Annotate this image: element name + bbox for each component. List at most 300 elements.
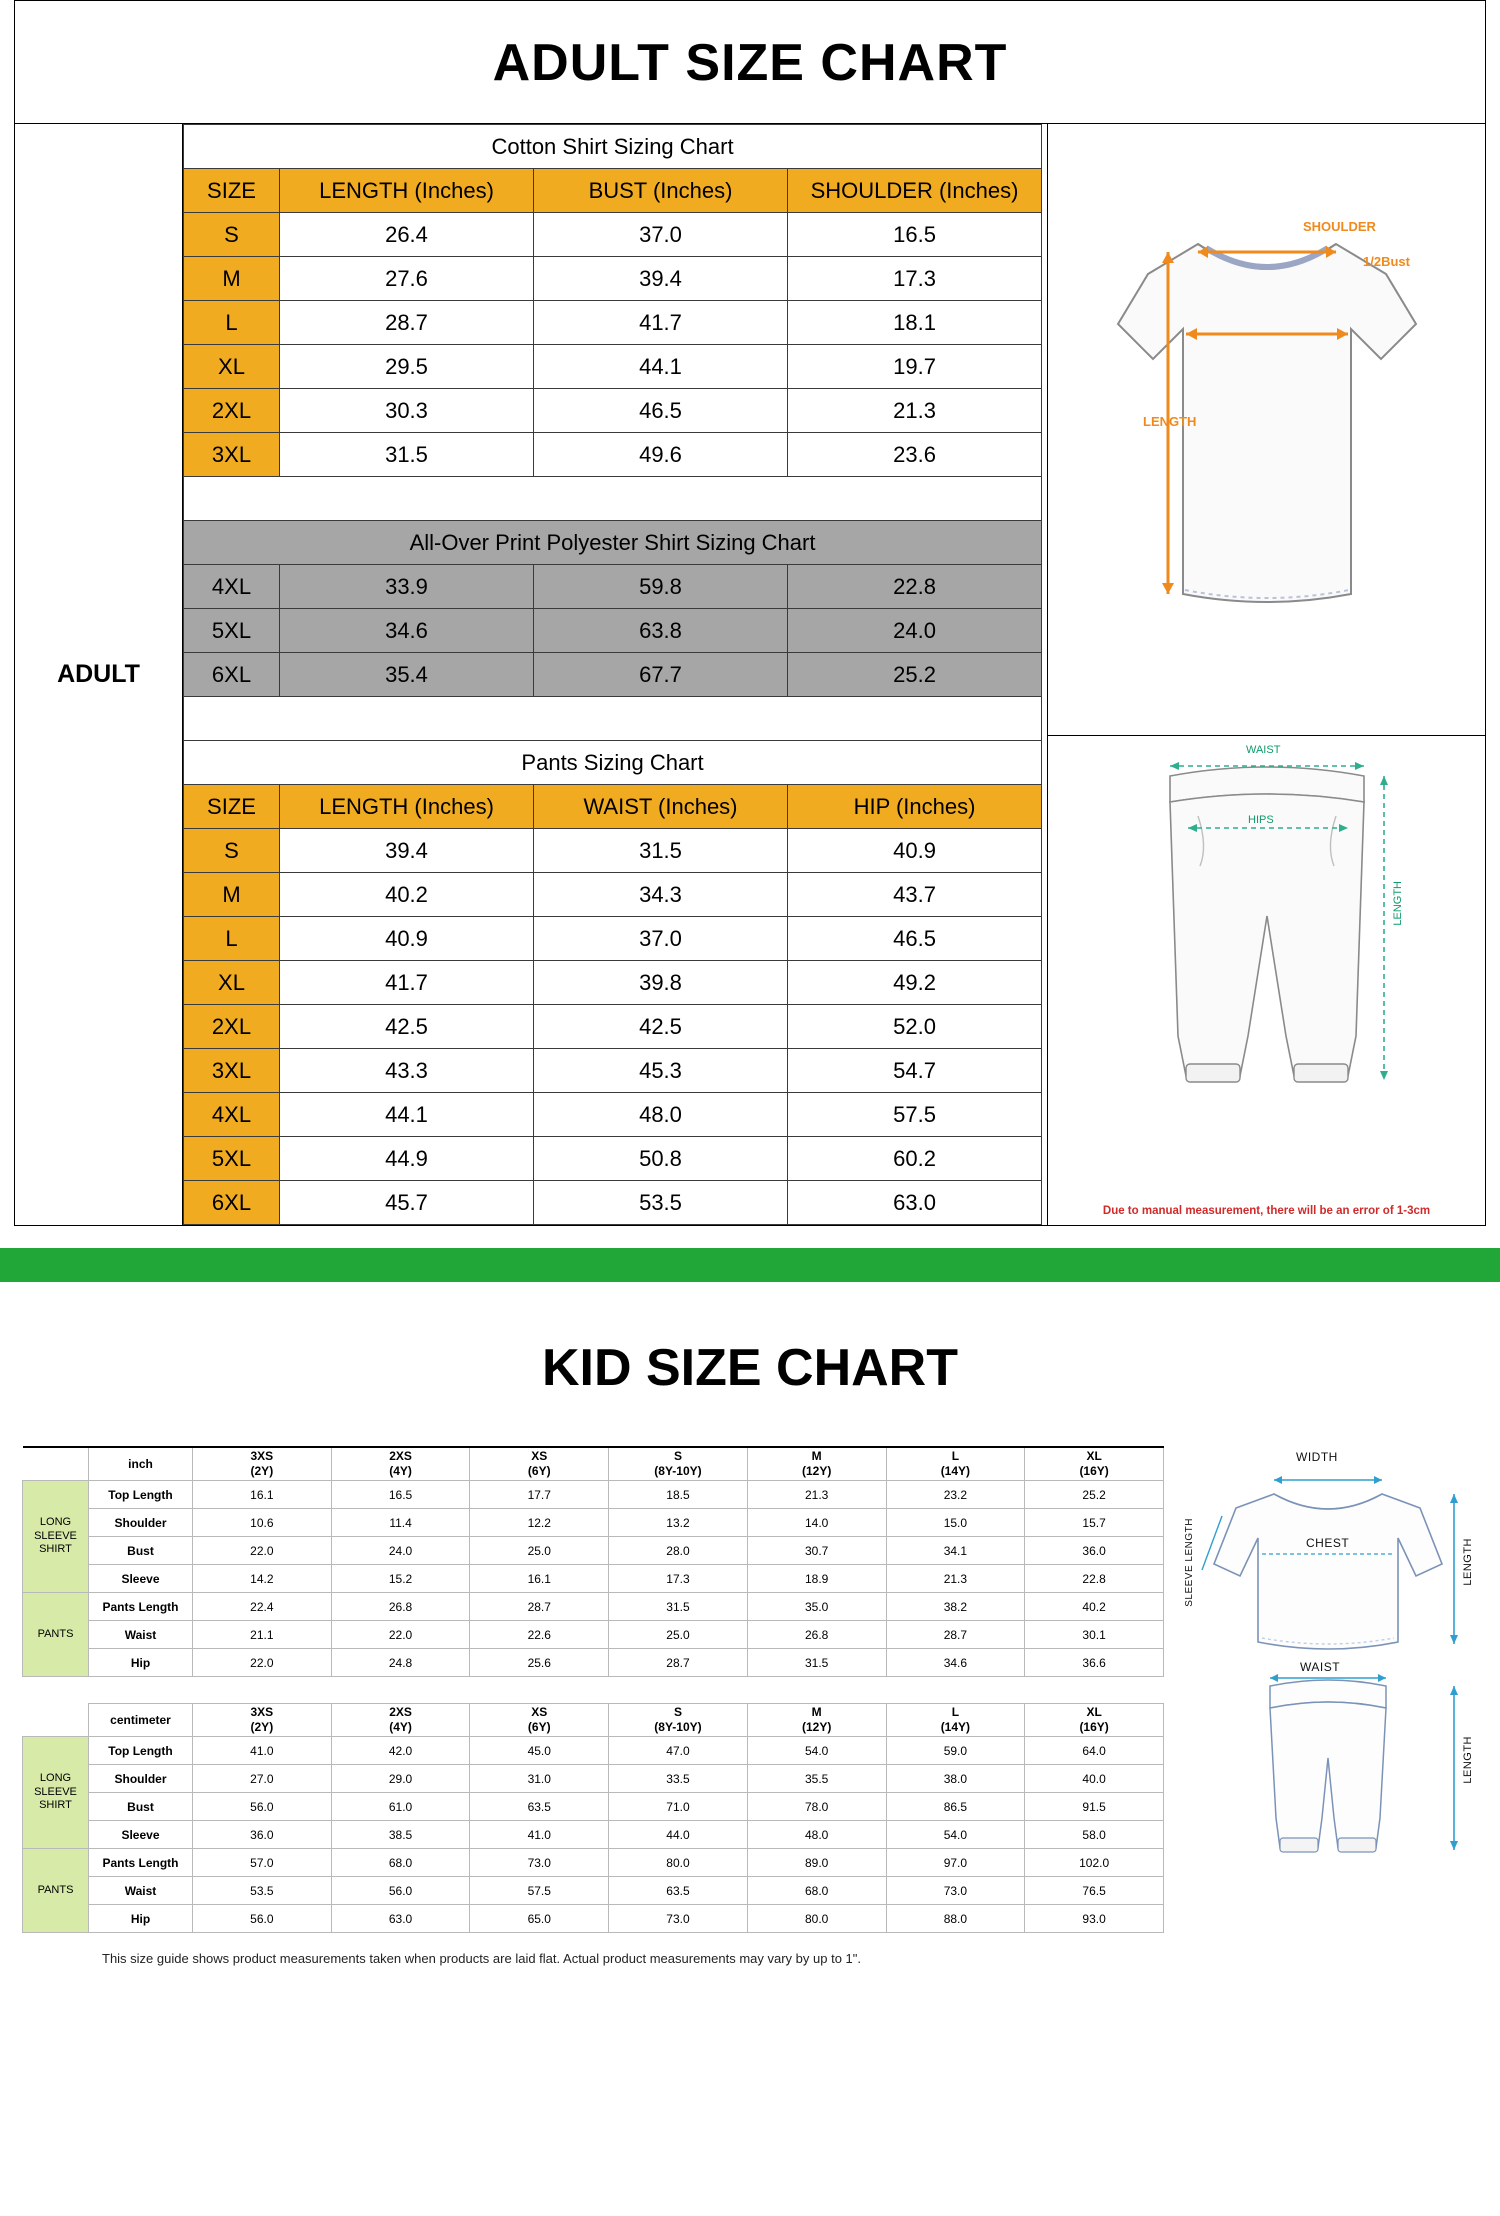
table-row <box>23 1877 1164 1905</box>
cell-size: 5XL <box>184 1137 280 1181</box>
age-label: (14Y) <box>940 1720 971 1734</box>
cell-value: 24.8 <box>331 1649 470 1677</box>
table-row <box>184 345 1042 389</box>
cell-value: 18.5 <box>609 1481 748 1509</box>
cell-value: 18.9 <box>747 1565 886 1593</box>
polyester-table-title: All-Over Print Polyester Shirt Sizing Chart <box>184 521 1042 565</box>
cell-length: 29.5 <box>280 345 534 389</box>
table-row <box>184 1005 1042 1049</box>
kid-tables <box>22 1446 1164 1990</box>
age-label: (12Y) <box>801 1720 832 1734</box>
age-label: (2Y) <box>250 1464 274 1478</box>
cell-shoulder: 16.5 <box>788 213 1042 257</box>
cell-value: 22.0 <box>331 1621 470 1649</box>
cell-size: M <box>184 873 280 917</box>
kid-body <box>0 1446 1500 1990</box>
pants-illustration <box>1048 736 1485 1225</box>
cell-waist: 34.3 <box>534 873 788 917</box>
size-label: L <box>951 1705 960 1719</box>
row-header: Top Length <box>89 1481 193 1509</box>
cell-hip: 46.5 <box>788 917 1042 961</box>
cell-length: 40.9 <box>280 917 534 961</box>
kid-table-gap <box>22 1677 1164 1703</box>
adult-body <box>15 124 1485 1225</box>
cell-value: 63.5 <box>470 1793 609 1821</box>
cell-bust: 59.8 <box>534 565 788 609</box>
label-chest: CHEST <box>1306 1536 1350 1550</box>
row-header: Hip <box>89 1905 193 1933</box>
cell-size: 2XL <box>184 389 280 433</box>
cell-value: 16.1 <box>470 1565 609 1593</box>
kid-note: This size guide shows product measurements taken when products are laid flat. Actual product measurements may vary by up to 1". <box>102 1951 861 1966</box>
cell-value: 89.0 <box>747 1849 886 1877</box>
cell-value: 30.1 <box>1025 1621 1164 1649</box>
cell-length: 39.4 <box>280 829 534 873</box>
table-row <box>184 1049 1042 1093</box>
cell-waist: 48.0 <box>534 1093 788 1137</box>
cell-value: 26.8 <box>747 1621 886 1649</box>
cell-size: XL <box>184 961 280 1005</box>
cell-value: 57.5 <box>470 1877 609 1905</box>
cell-size: 3XL <box>184 433 280 477</box>
table-row <box>23 1704 1164 1737</box>
cell-value: 48.0 <box>747 1821 886 1849</box>
table-row <box>23 1621 1164 1649</box>
kid-illustration <box>1178 1446 1478 1990</box>
cell-value: 88.0 <box>886 1905 1025 1933</box>
cell-shoulder: 19.7 <box>788 345 1042 389</box>
cell-hip: 60.2 <box>788 1137 1042 1181</box>
cell-value: 63.0 <box>331 1905 470 1933</box>
label-sleeve-length: SLEEVE LENGTH <box>1184 1518 1195 1607</box>
col-header-hip: HIP (Inches) <box>788 785 1042 829</box>
cell-bust: 41.7 <box>534 301 788 345</box>
cell-value: 42.0 <box>331 1737 470 1765</box>
green-divider <box>0 1248 1500 1282</box>
label-pants-length: LENGTH <box>1462 1736 1474 1784</box>
cell-length: 41.7 <box>280 961 534 1005</box>
cell-value: 10.6 <box>193 1509 332 1537</box>
cell-length: 44.1 <box>280 1093 534 1137</box>
cell-value: 25.0 <box>470 1537 609 1565</box>
cell-value: 61.0 <box>331 1793 470 1821</box>
table-row <box>23 1447 1164 1481</box>
cell-bust: 37.0 <box>534 213 788 257</box>
cell-shoulder: 23.6 <box>788 433 1042 477</box>
cell-value: 59.0 <box>886 1737 1025 1765</box>
unit-cell-inch: inch <box>89 1447 193 1481</box>
cell-value: 14.0 <box>747 1509 886 1537</box>
cell-value: 53.5 <box>193 1877 332 1905</box>
row-header: Bust <box>89 1537 193 1565</box>
cell-size: 4XL <box>184 565 280 609</box>
label-kid-waist: WAIST <box>1300 1660 1341 1674</box>
cell-hip: 63.0 <box>788 1181 1042 1225</box>
cell-value: 102.0 <box>1025 1849 1164 1877</box>
cell-size: XL <box>184 345 280 389</box>
cell-length: 40.2 <box>280 873 534 917</box>
table-row <box>23 1481 1164 1509</box>
col-header-length: LENGTH (Inches) <box>280 785 534 829</box>
cell-length: 43.3 <box>280 1049 534 1093</box>
cell-value: 41.0 <box>470 1821 609 1849</box>
cell-value: 23.2 <box>886 1481 1025 1509</box>
cell-value: 11.4 <box>331 1509 470 1537</box>
row-header: Pants Length <box>89 1593 193 1621</box>
row-header: Sleeve <box>89 1821 193 1849</box>
cell-size: 4XL <box>184 1093 280 1137</box>
age-label: (4Y) <box>389 1720 412 1734</box>
cell-length: 42.5 <box>280 1005 534 1049</box>
cell-waist: 45.3 <box>534 1049 788 1093</box>
table-row <box>184 125 1042 169</box>
cell-value: 22.6 <box>470 1621 609 1649</box>
label-waist: WAIST <box>1246 744 1281 756</box>
tshirt-illustration <box>1048 124 1485 736</box>
col-header-length: LENGTH (Inches) <box>280 169 534 213</box>
cell-size: M <box>184 257 280 301</box>
cell-value: 21.1 <box>193 1621 332 1649</box>
cell-value: 86.5 <box>886 1793 1025 1821</box>
label-pants-length: LENGTH <box>1392 881 1404 926</box>
cell-value: 71.0 <box>609 1793 748 1821</box>
cell-shoulder: 25.2 <box>788 653 1042 697</box>
label-length: LENGTH <box>1143 414 1197 429</box>
table-row <box>184 653 1042 697</box>
cell-value: 28.7 <box>886 1621 1025 1649</box>
table-row <box>184 169 1042 213</box>
age-label: (12Y) <box>801 1464 832 1478</box>
table-row <box>23 1765 1164 1793</box>
size-label: XL <box>1086 1705 1102 1719</box>
label-width: WIDTH <box>1296 1450 1338 1464</box>
age-label: (8Y-10Y) <box>654 1720 702 1734</box>
table-row <box>23 1737 1164 1765</box>
cell-value: 35.0 <box>747 1593 886 1621</box>
cell-waist: 42.5 <box>534 1005 788 1049</box>
cell-length: 30.3 <box>280 389 534 433</box>
table-row <box>184 917 1042 961</box>
cell-value: 21.3 <box>747 1481 886 1509</box>
table-row <box>184 609 1042 653</box>
cotton-and-polyester-table <box>183 124 1042 1225</box>
cell-value: 24.0 <box>331 1537 470 1565</box>
table-row <box>184 1181 1042 1225</box>
cell-value: 54.0 <box>747 1737 886 1765</box>
cell-value: 28.7 <box>470 1593 609 1621</box>
table-row <box>184 433 1042 477</box>
cell-value: 25.0 <box>609 1621 748 1649</box>
kid-cm-table <box>22 1703 1164 1933</box>
row-header: Top Length <box>89 1737 193 1765</box>
row-header: Pants Length <box>89 1849 193 1877</box>
cell-value: 34.1 <box>886 1537 1025 1565</box>
cell-value: 57.0 <box>193 1849 332 1877</box>
unit-cell-cm: centimeter <box>89 1704 193 1737</box>
table-spacer-row <box>184 477 1042 521</box>
table-row <box>184 785 1042 829</box>
cell-size: 6XL <box>184 1181 280 1225</box>
age-label: (14Y) <box>940 1464 971 1478</box>
cell-waist: 39.8 <box>534 961 788 1005</box>
cell-value: 54.0 <box>886 1821 1025 1849</box>
cell-value: 80.0 <box>747 1905 886 1933</box>
cell-value: 56.0 <box>193 1905 332 1933</box>
table-row <box>184 565 1042 609</box>
col-header-xl <box>1025 1704 1164 1737</box>
cell-bust: 63.8 <box>534 609 788 653</box>
cell-length: 35.4 <box>280 653 534 697</box>
group-label-shirt: LONG SLEEVE SHIRT <box>23 1481 89 1593</box>
cell-size: 5XL <box>184 609 280 653</box>
age-label: (16Y) <box>1079 1464 1109 1478</box>
size-label: 2XS <box>389 1705 412 1719</box>
row-header: Waist <box>89 1621 193 1649</box>
size-label: L <box>951 1449 960 1463</box>
table-row <box>23 1821 1164 1849</box>
cell-shoulder: 24.0 <box>788 609 1042 653</box>
cell-value: 36.6 <box>1025 1649 1164 1677</box>
cell-value: 73.0 <box>609 1905 748 1933</box>
table-row <box>23 1905 1164 1933</box>
cell-value: 15.2 <box>331 1565 470 1593</box>
row-header: Shoulder <box>89 1765 193 1793</box>
cell-length: 26.4 <box>280 213 534 257</box>
cell-value: 28.0 <box>609 1537 748 1565</box>
cell-value: 30.7 <box>747 1537 886 1565</box>
cell-value: 44.0 <box>609 1821 748 1849</box>
col-header-m <box>747 1447 886 1481</box>
col-header-bust: BUST (Inches) <box>534 169 788 213</box>
cell-length: 44.9 <box>280 1137 534 1181</box>
col-header-xs <box>470 1704 609 1737</box>
cell-value: 13.2 <box>609 1509 748 1537</box>
table-row <box>184 1093 1042 1137</box>
age-label: (16Y) <box>1079 1720 1109 1734</box>
cotton-table-title: Cotton Shirt Sizing Chart <box>184 125 1042 169</box>
cell-hip: 49.2 <box>788 961 1042 1005</box>
col-header-m <box>747 1704 886 1737</box>
cell-value: 31.0 <box>470 1765 609 1793</box>
age-label: (6Y) <box>527 1720 551 1734</box>
col-header-size: SIZE <box>184 169 280 213</box>
size-label: 3XS <box>250 1449 274 1463</box>
cell-bust: 39.4 <box>534 257 788 301</box>
cell-value: 22.4 <box>193 1593 332 1621</box>
cell-size: S <box>184 829 280 873</box>
table-row <box>184 389 1042 433</box>
col-header-shoulder: SHOULDER (Inches) <box>788 169 1042 213</box>
table-row <box>23 1649 1164 1677</box>
cell-value: 58.0 <box>1025 1821 1164 1849</box>
cell-value: 31.5 <box>609 1593 748 1621</box>
cell-hip: 52.0 <box>788 1005 1042 1049</box>
pants-table-title: Pants Sizing Chart <box>184 741 1042 785</box>
cell-shoulder: 22.8 <box>788 565 1042 609</box>
cell-bust: 67.7 <box>534 653 788 697</box>
cell-value: 47.0 <box>609 1737 748 1765</box>
adult-illustrations <box>1047 124 1485 1225</box>
col-header-l <box>886 1704 1025 1737</box>
col-header-xs <box>470 1447 609 1481</box>
group-label-shirt: LONG SLEEVE SHIRT <box>23 1737 89 1849</box>
kid-section <box>0 1282 1500 1990</box>
age-label: (8Y-10Y) <box>654 1464 702 1478</box>
cell-length: 28.7 <box>280 301 534 345</box>
cell-value: 12.2 <box>470 1509 609 1537</box>
table-row <box>23 1537 1164 1565</box>
row-header: Waist <box>89 1877 193 1905</box>
row-header: Sleeve <box>89 1565 193 1593</box>
col-header-s <box>609 1447 748 1481</box>
adult-title: ADULT SIZE CHART <box>15 1 1485 124</box>
size-label: XL <box>1086 1449 1102 1463</box>
age-label: (6Y) <box>527 1464 551 1478</box>
cell-value: 14.2 <box>193 1565 332 1593</box>
row-header: Shoulder <box>89 1509 193 1537</box>
cell-length: 45.7 <box>280 1181 534 1225</box>
table-row <box>184 213 1042 257</box>
group-label-pants: PANTS <box>23 1593 89 1677</box>
cell-bust: 46.5 <box>534 389 788 433</box>
cell-length: 33.9 <box>280 565 534 609</box>
col-header-3xs <box>193 1704 332 1737</box>
cell-value: 22.0 <box>193 1649 332 1677</box>
cell-hip: 43.7 <box>788 873 1042 917</box>
cell-value: 73.0 <box>470 1849 609 1877</box>
cell-value: 26.8 <box>331 1593 470 1621</box>
cell-value: 15.7 <box>1025 1509 1164 1537</box>
cell-value: 65.0 <box>470 1905 609 1933</box>
size-label: 3XS <box>250 1705 274 1719</box>
cell-value: 34.6 <box>886 1649 1025 1677</box>
size-label: M <box>811 1705 822 1719</box>
cell-value: 38.2 <box>886 1593 1025 1621</box>
col-header-xl <box>1025 1447 1164 1481</box>
cell-size: 2XL <box>184 1005 280 1049</box>
cell-hip: 57.5 <box>788 1093 1042 1137</box>
cell-size: 6XL <box>184 653 280 697</box>
cell-value: 25.2 <box>1025 1481 1164 1509</box>
kid-inch-table <box>22 1446 1164 1677</box>
col-header-size: SIZE <box>184 785 280 829</box>
group-label-pants: PANTS <box>23 1849 89 1933</box>
col-header-3xs <box>193 1447 332 1481</box>
cell-value: 56.0 <box>331 1877 470 1905</box>
cell-waist: 50.8 <box>534 1137 788 1181</box>
cell-value: 25.6 <box>470 1649 609 1677</box>
table-row <box>184 829 1042 873</box>
table-row <box>184 257 1042 301</box>
cell-value: 22.8 <box>1025 1565 1164 1593</box>
label-bust: 1/2Bust <box>1363 254 1410 269</box>
cell-value: 68.0 <box>331 1849 470 1877</box>
cell-size: S <box>184 213 280 257</box>
cell-size: L <box>184 917 280 961</box>
age-label: (4Y) <box>389 1464 412 1478</box>
cell-shoulder: 18.1 <box>788 301 1042 345</box>
cell-size: 3XL <box>184 1049 280 1093</box>
cell-waist: 53.5 <box>534 1181 788 1225</box>
adult-section <box>14 0 1486 1226</box>
col-header-waist: WAIST (Inches) <box>534 785 788 829</box>
label-hips: HIPS <box>1248 814 1274 826</box>
table-row <box>184 961 1042 1005</box>
col-header-2xs <box>331 1447 470 1481</box>
table-spacer-row <box>184 697 1042 741</box>
table-row <box>184 741 1042 785</box>
cell-value: 16.1 <box>193 1481 332 1509</box>
adult-side-label: ADULT <box>15 124 183 1225</box>
cell-value: 38.0 <box>886 1765 1025 1793</box>
cell-value: 73.0 <box>886 1877 1025 1905</box>
cell-value: 76.5 <box>1025 1877 1164 1905</box>
cell-value: 63.5 <box>609 1877 748 1905</box>
cell-value: 41.0 <box>193 1737 332 1765</box>
cell-value: 17.3 <box>609 1565 748 1593</box>
table-row <box>23 1593 1164 1621</box>
cell-value: 93.0 <box>1025 1905 1164 1933</box>
cell-hip: 54.7 <box>788 1049 1042 1093</box>
cell-value: 78.0 <box>747 1793 886 1821</box>
table-row <box>23 1509 1164 1537</box>
col-header-2xs <box>331 1704 470 1737</box>
cell-bust: 49.6 <box>534 433 788 477</box>
cell-value: 36.0 <box>193 1821 332 1849</box>
row-header: Bust <box>89 1793 193 1821</box>
label-top-length: LENGTH <box>1462 1538 1474 1586</box>
cell-value: 15.0 <box>886 1509 1025 1537</box>
cell-waist: 31.5 <box>534 829 788 873</box>
table-row <box>184 521 1042 565</box>
row-header: Hip <box>89 1649 193 1677</box>
size-label: XS <box>531 1705 548 1719</box>
measurement-warning: Due to manual measurement, there will be an error of 1-3cm <box>1102 1205 1431 1217</box>
cell-value: 17.7 <box>470 1481 609 1509</box>
cell-length: 31.5 <box>280 433 534 477</box>
table-row <box>184 1137 1042 1181</box>
table-row <box>184 301 1042 345</box>
pants-diagram-icon <box>1048 736 1486 1156</box>
cell-value: 16.5 <box>331 1481 470 1509</box>
cell-value: 45.0 <box>470 1737 609 1765</box>
cell-value: 27.0 <box>193 1765 332 1793</box>
cell-value: 40.2 <box>1025 1593 1164 1621</box>
cell-value: 31.5 <box>747 1649 886 1677</box>
table-row <box>23 1849 1164 1877</box>
cell-value: 28.7 <box>609 1649 748 1677</box>
kid-title: KID SIZE CHART <box>542 1339 958 1397</box>
cell-bust: 44.1 <box>534 345 788 389</box>
tshirt-diagram-icon <box>1048 124 1486 736</box>
cell-length: 27.6 <box>280 257 534 301</box>
label-shoulder: SHOULDER <box>1303 219 1376 234</box>
cell-value: 22.0 <box>193 1537 332 1565</box>
cell-shoulder: 17.3 <box>788 257 1042 301</box>
cell-length: 34.6 <box>280 609 534 653</box>
col-header-s <box>609 1704 748 1737</box>
cell-value: 21.3 <box>886 1565 1025 1593</box>
cell-hip: 40.9 <box>788 829 1042 873</box>
cell-value: 33.5 <box>609 1765 748 1793</box>
cell-value: 64.0 <box>1025 1737 1164 1765</box>
table-row <box>23 1793 1164 1821</box>
cell-waist: 37.0 <box>534 917 788 961</box>
adult-tables <box>183 124 1047 1225</box>
cell-value: 35.5 <box>747 1765 886 1793</box>
cell-value: 80.0 <box>609 1849 748 1877</box>
cell-size: L <box>184 301 280 345</box>
